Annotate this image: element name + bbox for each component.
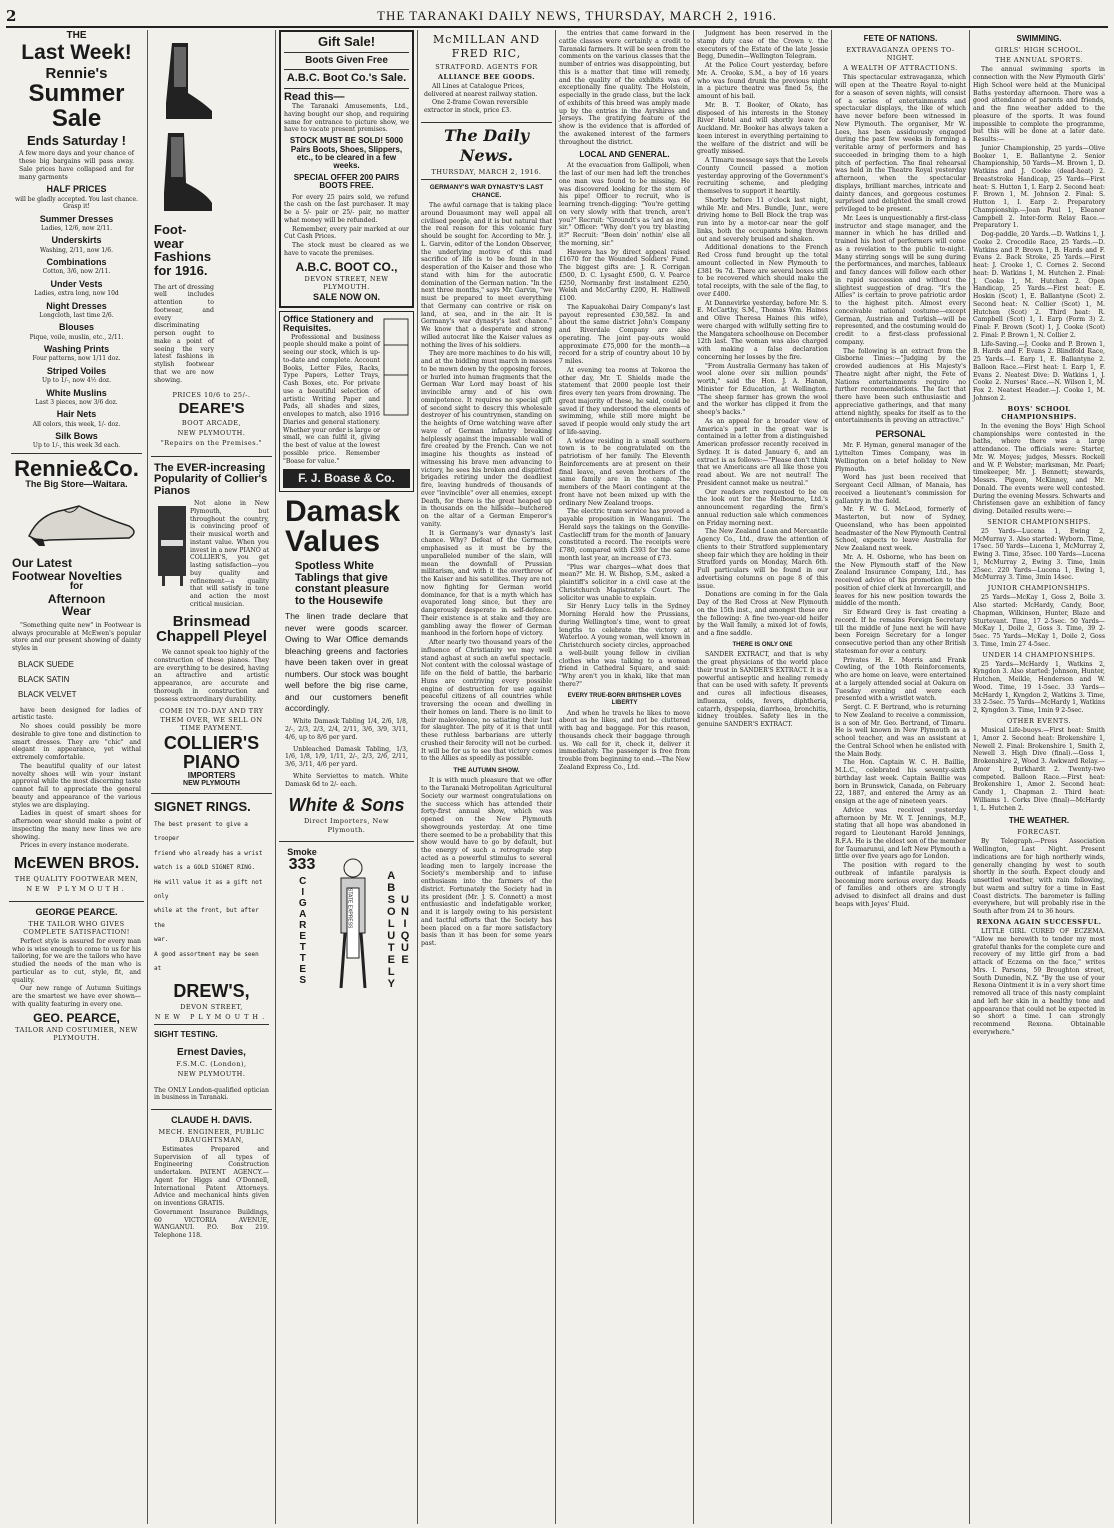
article-paragraph: They are more machines to do his will, and at the bidding must march in masses to be mown down by the opposing forces, or hurled into human fragments that the German War Lord may boast of his invincible army and of his own omnipotence. It requires no special gift of second sight to descry this wholesale destroyer of his countrymen, standing on the heights of Orne watching wave after wave of German infantry breaking helplessly against the impassable wall of fire created by the French. Can we not imagine his thoughts as instead of witnessing his brave men advancing to victory, he sees his broken and dispirited brigades retiring under the deadliest fire, leaving hundreds of thousands of ever "invincible" over all enemies, except Death, for there is the great heaped up in thousands on the hillside—butchered on the altar of a German Emperor's vanity. bbox=[421, 350, 552, 528]
store-name: COLLIER'S bbox=[163, 732, 260, 753]
article-paragraph: A Timaru message says that the Levels County Council passed a motion yesterday approving of the Government's recruiting scheme, and pledging themselves to support it heartily. bbox=[697, 157, 828, 195]
article-paragraph: As an appeal for a broader view of America's part in the great war is contained in a letter from a distinguished American professor recently received in Sydney. It is dated January 6, and an extract is as follows:—"Please don't think that we Americans are all like those you read about. We are not neutral! The President cannot make us neutral." bbox=[697, 417, 828, 487]
article-paragraph: Hawera has by direct appeal raised £1670 for the Wounded Soldiers' Fund. The biggest gifts are: J. R. Corrigan £500, D. C. Lysaght £500, G. V. Pearce £250, Normanby first instalment £250, Welsh and McCarthy £200, H. Halliwell £100. bbox=[559, 248, 690, 302]
ad-text: We cannot speak too highly of the construction of these pianos. They are everything to be desired, having an attractive and artistic appearance, are accurate and thorough in construction and possess extraordinary durability. bbox=[154, 649, 269, 703]
article-paragraph: Mr. A. H. Osborne, who has been on the New Plymouth staff of the New Zealand Insurance Company, Ltd., has received advice of his promotion to the position of chief clerk at Invercargill, and leaves for his new position towards the middle of the month. bbox=[835, 553, 966, 608]
rennie-advert bbox=[9, 30, 144, 490]
article-paragraph: It is Germany's war dynasty's last chance. Why? Defeat of the Germans, emphasised as it must be by the unparalleled number of the slain, will mean the downfall of Prussian militarism, and with it the overthrow of the Kaiser and his satellites. They are not now fighting for German world dominance, for that is a myth which has evaporated long since, but they are dangerously desperate in self-defence. Their existence is at stake and they are gambling away the flower of German manhood in the forlorn hope of victory. bbox=[421, 529, 552, 638]
ad-text: Prices in every instance moderate. bbox=[20, 842, 129, 850]
price-list bbox=[11, 184, 142, 450]
article-paragraph: Sir Henry Lucy tells in the Sydney Morning Herald how the Prussians, during Wellington's time, went to great lengths to celebrate the victory at Waterloo. A young woman, well known in Christchurch society circles, approached a well-built young fellow in civilian clothes who was talking to a woman friend in Cathedral Square, and said: "Why aren't you in khaki, like that man there?" bbox=[559, 603, 690, 688]
column-5 bbox=[556, 30, 694, 1524]
store-tag: "Repairs on the Premises." bbox=[160, 439, 263, 448]
store-name: F. J. Boase & Co. bbox=[283, 469, 410, 488]
article-paragraph: At evening tea rooms at Tokoroa the other day, Mr. T. Shields made the statement that 2000 people lost their fires every ten years from drowning. The great majority of these, he said, could be saved if they understood the elements of swimming, while still more might be saved if people would only study the art of life-saving. bbox=[559, 366, 690, 436]
drew-advert bbox=[151, 797, 272, 1106]
ad-text: The linen trade declare that never were goods scarcer. Owing to War Office demands bleaching greens and factories have been taken over in great numbers. Our stock was bought well before the big rise came, and our customers benefit accordingly. bbox=[285, 611, 408, 714]
ad-headline: for bbox=[69, 581, 84, 593]
ad-headline: Sale bbox=[51, 105, 102, 133]
ad-headline: Last Week! bbox=[21, 40, 132, 64]
article-paragraph: Sergt. C. F. Bertrand, who is returning to New Zealand to receive a commission, is a son of Mr. Geo. Bertrand, of Timaru. He is well known in New Plymouth as a school teacher, and was an assistant at the Central School when he enlisted with the Main Body. bbox=[835, 704, 966, 758]
article-paragraph: Advice was received yesterday afternoon by Mr. W. T. Jennings, M.P., stating that all hope was abandoned in regard to Lieutenant Harold Jennings, R.F.A. He is the eldest son of the member for Taumarunui, and left New Plymouth a little over five years ago for London. bbox=[835, 806, 966, 861]
store-tag: ALLIANCE BEE GOODS. bbox=[437, 72, 535, 81]
price-range: PRICES 10/6 to 25/-. bbox=[172, 391, 251, 400]
article-paragraph: After nearly two thousand years of the influence of Christianity we may well stand aghast at such an awful spectacle. Not content with the colossal wastage of life on the field of battle, the barbaric Huns are contriving every possible engine of destruction for use against peaceful citizens of all countries while traversing the ocean and dwelling in their homes on land. There is no limit to their malevolence, no satiating their lust for slaughter. The pity of it is that until these ruthless barbarians are utterly crushed their ferocity will not be curbed. It will be for us to see that victory comes to the Allies as speedily as possible. bbox=[421, 639, 552, 763]
sale-item-price: Ladies, 12/6, now 2/11. bbox=[41, 224, 112, 232]
article-paragraph: Mr. B. T. Booker, of Okato, has disposed of his interests in the Stoney River Hotel and will shortly leave for Auckland. Mr. Booker has always taken a keen interest in everything pertaining to the welfare of the district and will be greatly missed. bbox=[697, 101, 828, 156]
article-paragraph: Sir Edward Grey is fast creating a record. If he remains Foreign Secretary till the middle of June next he will have been Foreign Secretary for a longer consecutive period than any other British statesman for over a century. bbox=[835, 609, 966, 655]
brand-number: 333 bbox=[288, 856, 316, 874]
section-headline: LOCAL AND GENERAL. bbox=[579, 150, 670, 160]
article-paragraph: the entries that came forward in the cattle classes were certainly a credit to Taranaki farmers. It will be seen from the comments on the various classes that the number of entries was disappointing, but this is a matter that time will remedy, and the quality of the exhibits was of exceptionally fine quality. The Holstein, especially in the grade class, but the lack of exhibits of this breed was amply made up by the entries in the Ayrshires and Jerseys. The gratifying feature of the show is the evidence that is afforded of the awakened interest of the farmers throughout the district. bbox=[559, 30, 690, 146]
section-headline: FETE OF NATIONS. bbox=[863, 34, 938, 43]
ad-line: while at the front, but after the bbox=[154, 907, 259, 929]
ad-text: White Damask Tabling 1/4, 2/6, 1/8, 2/-, 2/3, 2/3, 2/4, 2/11, 3/6, 3/9, 3/11, 4/6, up to 8/6 per yard. bbox=[285, 718, 408, 741]
ad-headline: SIGNET RINGS. bbox=[154, 799, 251, 815]
piano-illustration bbox=[154, 500, 190, 590]
store-tag: The Big Store—Waitara. bbox=[25, 478, 128, 489]
column-6 bbox=[694, 30, 832, 1524]
collier-advert bbox=[151, 460, 272, 791]
article-paragraph: The New Zealand Loan and Mercantile Agency Co., Ltd., draw the attention of clients to their Stratford supplementary sheep fair which they are holding in their Stratford yards on Monday, March 6th. Full particulars will be found in our advertising columns on page 8 of this issue. bbox=[697, 528, 828, 590]
piano-brands: Brinsmead Chappell Pleyel bbox=[156, 612, 267, 646]
article-paragraph: Dog-paddle, 20 Yards.—D. Watkins 1, J. Cooke 2. Crocodile Race, 25 Yards.—D. Watkins and P. Brown 1, B. Hards and F. Evans 2. Back Stroke, 25 Yards.—First heat: J. Crooke 1, C. Cornes 2. Second heat: D. Watkins 1, M. Hutchen 2. Final: J. Cooke 1, M. Hutchen 2. Open Handicap, 25 Yards.—First heat: E. Hoskin (Scot) 1, E. Ballantyne (Scot) 2. Second heat: N. Collier (Scot) 1, M. Hutchen (Scot) 2. Third heat: R. Campbell (Scot) 1, I. Earp (Form 3) 2. Final: F. Brown (Scot) 1, J. Cooke (Scot) 2. Final: P. Brown 1, N. Collier 2. bbox=[973, 231, 1105, 339]
article-paragraph: Our readers are requested to be on the look out for the Melbourne, Ltd.'s announcement regarding the firm's annual reduction sale which commences on Friday morning next. bbox=[697, 488, 828, 527]
ad-headline: Spotless White Tablings that give constant pleasure to the Housewife bbox=[295, 560, 390, 607]
ad-text: The Taranaki Amusements, Ltd., having bought our shop, and requiring same for entrance to picture show, we have to vacate present premises. bbox=[284, 103, 409, 134]
store-tag: IMPORTERS bbox=[187, 770, 236, 780]
sale-item-price: Last 3 pieces, now 3/6 doz. bbox=[35, 398, 118, 406]
ad-headline: ABSOLUTELY UNIQUE bbox=[385, 869, 411, 990]
ad-headline: The EVER-increasing Popularity of Collier's Pianos bbox=[154, 461, 268, 497]
sale-item-price: Washing, 2/11, now 1/6. bbox=[40, 246, 113, 254]
article-paragraph: Shortly before 11 o'clock last night, while Mr. and Mrs. Bundle, Junr., were driving home to Bell Block the trap was run into by a motor-car near the golf links, both the occupants being thrown out and severely bruised and shaken. bbox=[697, 196, 828, 243]
sale-item-title: Combinations bbox=[46, 257, 107, 268]
ad-headline: Our Latest bbox=[12, 556, 73, 571]
damask-advert bbox=[279, 495, 414, 838]
sale-item-title: Under Vests bbox=[50, 278, 103, 289]
store-tag: MECH. ENGINEER, PUBLIC DRAUGHTSMAN, bbox=[158, 1127, 265, 1144]
article-headline: GERMANY'S WAR DYNASTY'S LAST CHANCE. bbox=[429, 183, 544, 199]
deare-advert bbox=[151, 30, 272, 453]
ad-text: White Serviettes to match. White Damask 6d to 2/- each. bbox=[285, 772, 408, 788]
ad-line: friend who already has a wrist bbox=[154, 849, 263, 857]
ad-line: watch is a GOLD SIGNET RING. bbox=[154, 864, 256, 872]
store-town: NEW PLYMOUTH. bbox=[26, 884, 127, 893]
column-8 bbox=[970, 30, 1108, 1524]
section-subheading: EXTRAVAGANZA OPENS TO-NIGHT. bbox=[846, 46, 955, 63]
store-tag: F.S.M.C. (London), bbox=[176, 1060, 247, 1069]
article-paragraph: The electric tram service has proved a payable proposition in Wanganui. The Herald says the takings on the Gonville-Castlecliff tram for the month of January constituted a record. The receipts were £780, compared with £393 for the same month last year, an increase of £73. bbox=[559, 508, 690, 562]
store-name: McMILLAN AND FRED RIC, bbox=[432, 33, 541, 60]
article-paragraph: Privates H. E. Morris and Frank Cowling, of the 10th Reinforcements, who are home on leave, were entertained at a largely attended social at Oakura on Tuesday evening and were each presented with a wristlet watch. bbox=[835, 656, 966, 703]
ad-text: "Something quite new" in Footwear is always procurable at McEwen's popular store and our present showing of dainty styles in bbox=[12, 621, 141, 653]
mcmillan-advert bbox=[421, 30, 552, 119]
ad-line: He will value it as a gift not only bbox=[154, 878, 263, 900]
sale-item-title: Hair Nets bbox=[56, 409, 97, 420]
sale-item-title: HALF PRICES bbox=[46, 184, 107, 195]
article-paragraph: 25 Yards—McHardy 1, Watkins 2, Kyngdon 3. Also started: Johnson, Hunter, Hutchen, Meikle, Henderson and W. Wood. Time, 19 1-5sec. 33 Yards—McHardy 1, Kyngdon 2, Watkins 3. Time, 33 2-5sec. 75 Yards—McHardy 1, Watkins 2, Kyngdon 3. Time, 1min 9 2-5sec. bbox=[973, 660, 1105, 715]
sale-item-price: will be gladly accepted. You last chance. Grasp it! bbox=[15, 195, 138, 211]
store-street: DEVON STREET, bbox=[180, 1003, 243, 1012]
store-tag: Direct Importers, New Plymouth. bbox=[303, 817, 390, 834]
article-paragraph: "Plus war charges—what does that mean?" Mr. H. W. Bishop, S.M., asked a plaintiff's solicitor in a civil case at the Christchurch Magistrate's Court. The solicitor was unable to explain. bbox=[559, 563, 690, 602]
article-paragraph: 25 Yards—Lucena 1, Ewing 2, McMurray 3. Also started: Wyborn. Time, 17sec. 50 Yards—Lucena 1, McMurray 2, Ewing 3. Time, 35sec. 100 Yards—Lucena 1, McMurray 2, Ewing 3. Time, 1min 25sec. 220 Yards—Lucena 1, Ewing 1, McMurray 3. Time, 3min 14sec. bbox=[973, 527, 1105, 582]
abc-boot-advert bbox=[279, 30, 414, 308]
store-name: White & Sons bbox=[288, 795, 405, 816]
ad-line: war. bbox=[154, 936, 169, 944]
ad-headline: SPECIAL OFFER 200 PAIRS BOOTS FREE. bbox=[293, 172, 400, 191]
column-7 bbox=[832, 30, 970, 1524]
article-paragraph: The Hon. Captain W. C. H. Baillie, M.L.C., celebrated his seventy-sixth birthday last week. Captain Baillie was born in Brunswick, Canada, on February 22, 1887, and entered the Army as an ensign at the age of nineteen years. bbox=[835, 759, 966, 806]
signature: GEO. PEARCE, bbox=[33, 1010, 120, 1025]
ad-headline: Damask Values bbox=[285, 495, 401, 559]
ad-headline: Footwear Novelties bbox=[12, 568, 123, 583]
shoe-options bbox=[18, 657, 135, 703]
ad-text: Professional and business people should make a point of seeing our stock, which is up-to-date and complete. Account Books, Letter Files, Racks, Type Papers, Letter Trays, Cash Boxes, etc. For private use a beautiful selection of artistic Writing Paper and Pads, all shades and sizes, envelopes to match, also 1916 Diaries and general stationery. Whether your order is large or small, we can fulfil it, giving the best of value at the lowest possible price. Remember "Boase for value." bbox=[283, 333, 380, 465]
store-town: NEW PLYMOUTH. bbox=[154, 1013, 269, 1022]
article-paragraph: At Dannevirke yesterday, before Mr. S. E. McCarthy, S.M., Thomas Wm. Haines and Olive Theresa Haines (his wife), were charged with wilfully setting fire to the Mangatera schoolhouse on December 12th last. The woman was also charged with making a false declaration concerning her losses by the fire. bbox=[697, 299, 828, 361]
store-name: CLAUDE H. DAVIS. bbox=[171, 1115, 252, 1126]
ad-label: THE bbox=[66, 30, 87, 41]
ad-headline: Ends Saturday ! bbox=[27, 132, 126, 148]
ad-text: A few more days and your chance of these big bargains will pass away. Sale prices have collapsed and for many garments bbox=[19, 150, 134, 181]
section-subheading: REXONA AGAIN SUCCESSFUL. bbox=[976, 917, 1102, 926]
section-subheading: THE ANNUAL SPORTS. bbox=[995, 56, 1083, 65]
section-headline: SWIMMING. bbox=[1016, 34, 1062, 43]
sale-item-price: Cotton, 3/6, now 2/11. bbox=[42, 268, 111, 276]
section-subheading: SENIOR CHAMPIONSHIPS. bbox=[987, 517, 1091, 526]
article-paragraph: Mr. Lees is unquestionably a first-class instructor and stage manager, and the manner in which he has drilled and trained his host of performers will come as a revelation to the public to-night. Many stirring songs will be sung during the performances, and marches, tableaux and fancy dances will follow each other in rapid succession and without the slightest suggestion of drag. "It's the Allies" is certain to prove patriotic ardor to the highest pitch. Almost every conceivable national costume—except German, Austrian and Turkish—will be represented, and the costuming would do credit to a first-class professional company. bbox=[835, 214, 966, 346]
ad-text: The art of dressing well includes attention to footwear, and every discriminating person ought to make a point of seeing the very latest fashions in stylish footwear that we are now showing. bbox=[154, 283, 214, 384]
ad-text: Our new range of Autumn Suitings are the smartest we have ever shown—with quality featuring in every one. bbox=[12, 985, 141, 1008]
ad-line: The best present to give a trooper bbox=[154, 820, 248, 843]
newspaper-name: The Daily News. bbox=[444, 125, 529, 165]
ad-text: The ONLY London-qualified optician in business in Taranaki. bbox=[154, 1086, 269, 1102]
ad-headline: Wear bbox=[61, 604, 92, 619]
ad-text: have been designed for ladies of artistic taste. bbox=[12, 706, 141, 722]
article-paragraph: At the Police Court yesterday, before Mr. A. Crooke, S.M., a boy of 16 years who was found drunk the previous night in a picture theatre was fined 5s, the amount of his bail. bbox=[697, 62, 828, 100]
ad-text: No shoes could possibly be more desirable to give tone and distinction to smart dresses. They are "chic" and elegant in appearance, yet withal extremely comfortable. bbox=[12, 723, 141, 762]
ad-text: Remember, every pair marked at our Cut Cash Prices. bbox=[284, 225, 409, 241]
store-town: NEW PLYMOUTH. bbox=[177, 1070, 246, 1079]
article-paragraph: In the evening the Boys' High School championships were contested in the baths, where there was a large attendance. The officials were: Starter, Mr. W. Moyes; judges, Messrs. Rockell and W. P. Webster; marksman, Mr. Pearl; timekeeper, Mr. J. Bennett; stewards, Messrs. Pigeon, McKinney, and Mr. Donald. The events were well contested. During the evening Messrs. Schwarts and Christensen gave an exhibition of fancy diving. Detailed results were:— bbox=[973, 422, 1105, 515]
ad-headline: SIGHT TESTING. bbox=[154, 1030, 218, 1040]
article-paragraph: Additional donations to the French Red Cross fund brought up the total amount collected in New Plymouth to £381 9s 7d. There are several boxes still to be recovered which should make the total receipts, with the sale of the flag, to over £400. bbox=[697, 244, 828, 298]
ad-text: The beautiful quality of our latest novelty shoes will win your instant approval while the most discerning taste cannot fail to appreciate the general beauty and appearance of the various styles we are displaying. bbox=[12, 762, 141, 809]
article-paragraph: Judgment has been reserved in the stamp duty case of the Crown v. the executors of the Estate of the late Jessie Begg, Dunedin—Wellington Telegram. bbox=[697, 30, 828, 61]
boase-advert bbox=[279, 311, 414, 492]
ad-text: Perfect style is assured for every man who is wise enough to come to us for his tailoring, for we are the tailors who have studied the needs of the man who is particular as to cut, style, fit, and quality. bbox=[12, 937, 141, 984]
article-paragraph: LITTLE GIRL CURED OF ECZEMA. "Allow me herewith to tender my most grateful thanks for the complete cure and recovery of my little girl from a bad attack of Eczema on the face," writes Mrs. I. Parsons, 59 Broughton street, South Dunedin, N.Z. "By the use of your Rexona Ointment it is in a very short time removed all trace of this nasty complaint and left her skin in a healthy tone and appearance that could not be expected in so short a time. I can strongly recommend Rexona. Obtainable everywhere." bbox=[973, 928, 1105, 1036]
ad-headline: A.B.C. Boot Co.'s Sale. bbox=[286, 72, 407, 85]
column-3 bbox=[276, 30, 418, 1524]
article-paragraph: It is with much pleasure that we offer to the Taranaki Metropolitan Agricultural Society our warmest congratulations on the success which has attended their forty-first annual show, which was opened on the New Plymouth showgrounds yesterday. At one time there seemed to be a probability that this show would have to go by default, but the energy of such a retrograde step acted as a powerful stimulus to several leading men to largely increase the Society's membership and to infuse enthusiasm into the farmers of the district. Fortunately the Society had in its president (Mr. J. S. Connett) a most enthusiastic and indefatigable worker, and it is largely owing to his persistent and tactful efforts that the Society has been placed on a far more satisfactory basis than it has been for some years past. bbox=[421, 777, 552, 947]
ad-headline: Afternoon bbox=[47, 591, 106, 606]
sale-item-title: Blouses bbox=[58, 322, 94, 333]
sale-item-price: All colors, this week, 1/- doz. bbox=[32, 420, 121, 428]
sale-item-price: Ladies, extra long, now 10d bbox=[34, 290, 119, 298]
section-subheading: GIRLS' HIGH SCHOOL. bbox=[994, 46, 1084, 54]
store-sub: BOOT ARCADE, bbox=[181, 419, 242, 428]
mcewen-advert bbox=[9, 554, 144, 898]
store-name: PIANO bbox=[182, 751, 240, 772]
sale-item-title: Underskirts bbox=[51, 235, 102, 246]
store-name: DEARE'S bbox=[178, 400, 245, 418]
store-tag: THE TAILOR WHO GIVES COMPLETE SATISFACTION! bbox=[23, 919, 130, 936]
ad-line: at bbox=[154, 964, 162, 972]
section-subheading: UNDER 14 CHAMPIONSHIPS. bbox=[982, 650, 1096, 659]
pearce-advert bbox=[9, 905, 144, 1047]
sale-item-title: Summer Dresses bbox=[39, 213, 114, 224]
brand-label: STATE EXPRESS bbox=[346, 887, 353, 929]
section-subheading: A WEALTH OF ATTRACTIONS. bbox=[843, 64, 958, 73]
article-paragraph: Donations are coming in for the Gala Day of the Red Cross at New Plymouth on the 15th inst., and amongst these are the following: A fine two-year-old heifer by the Wall family, a mixed lot of fowls, and a fine saddle. bbox=[697, 591, 828, 637]
article-headline: THE AUTUMN SHOW. bbox=[453, 767, 520, 775]
sale-item-price: Up to 1/-, now 4½ doz. bbox=[42, 377, 111, 385]
sale-item-price: Four patterns, now 1/11 doz. bbox=[32, 355, 121, 363]
ad-text: For every 25 pairs sold, we refund the cash on the last purchaser. It may be a 5/- pair or 25/- pair, no matter what money will be refunded. bbox=[284, 193, 409, 224]
article-paragraph: By Telegraph.—Press Association Wellington, Last Night. Present indications are for high northerly winds, generally changing by west to south shortly in the south. Expect cloudy and unsettled weather, with rain following, but warm and sultry for a time in East Coast districts. The barometer is falling everywhere, but will probably rise in the South after from 24 to 36 hours. bbox=[973, 838, 1105, 916]
ad-line: A good assortment may be seen bbox=[154, 950, 259, 958]
ad-headline: SALE NOW ON. bbox=[313, 292, 380, 303]
article-paragraph: And when he travels he likes to move about as he likes, and not be cluttered with bag and baggage. For this reason, thousands check their baggage through us. We call for it, check it, deliver it immediately. The passenger is free from trouble from beginning to end.—The New Zealand Express Co., Ltd. bbox=[559, 709, 691, 771]
column-4 bbox=[418, 30, 556, 1524]
ad-text: Estimates Prepared and Supervision of all types of Engineering Construction undertaken. PATENT AGENCY.—Agent for Higgs and O'Donnell, International Patent Attorneys. Advice and mechanical hints given on inventions GRATIS. bbox=[154, 1145, 269, 1207]
store-name: GEORGE PEARCE. bbox=[35, 907, 118, 918]
section-subheading: OTHER EVENTS. bbox=[1006, 716, 1072, 725]
ad-brand: Rennie's bbox=[45, 64, 108, 82]
article-paragraph: The following is an extract from the Gisborne Times:—"Judging by the crowded audiences at His Majesty's Theatre night after night, the Fete of Nations entertainments require no further recommendations. The fact that there have been such enthusiastic and appreciative gatherings, and that many attend nightly, speaks for itself as to the entertainments in proving an attractive." bbox=[835, 347, 966, 425]
store-name: Rennie&Co. bbox=[14, 455, 139, 481]
section-subheading: BOYS' SCHOOL CHAMPIONSHIPS. bbox=[1001, 404, 1077, 421]
sale-item-title: Silk Bows bbox=[55, 431, 98, 442]
store-town: NEW PLYMOUTH. bbox=[177, 429, 246, 438]
ad-text: COME IN TO-DAY AND TRY THEM OVER, WE SELL ON TIME PAYMENT. bbox=[159, 707, 264, 732]
soldier-illustration bbox=[323, 848, 383, 998]
office-furniture-illustration bbox=[380, 315, 410, 425]
section-headline: THE WEATHER. bbox=[1008, 816, 1070, 826]
store-name: A.B.C. BOOT CO., bbox=[295, 259, 398, 274]
article-paragraph: SANDER EXTRACT, and that is why the great physicians of the world place their trust in SANDER'S EXTRACT. It is a powerful antiseptic and healing remedy that can be used with safety. It prevents and cures all infectious diseases, influenza, colds, fevers, diphtheria, catarrh, dyspepsia, diarrhoea, bronchitis, kidney troubles. Safety lies in the genuine SANDER'S EXTRACT. bbox=[697, 651, 828, 728]
store-address: Government Insurance Buildings, 60 VICTORIA AVENUE, WANGANUI. P.O. Box 219. Telephone 118. bbox=[154, 1208, 269, 1239]
ad-text: The stock must be cleared as we have to vacate the premises. bbox=[284, 242, 409, 257]
article-paragraph: The Kapuakohai Dairy Company's last payout represented £30,582. In and about the same district John's Company and Riverdale Company are also operating. The joint pay-outs would approximate £75,000 for the month—a record for a strip of country about 10 by 7 miles. bbox=[559, 303, 690, 365]
page-number: 2 bbox=[6, 6, 18, 25]
store-name: McEWEN BROS. bbox=[13, 855, 140, 873]
store-town: TAILOR AND COSTUMIER, NEW PLYMOUTH. bbox=[15, 1026, 138, 1043]
article-paragraph: Mr. F. Hyman, general manager of the Lyttelton Times Company, was in Wellington on a brief holiday to New Plymouth. bbox=[835, 442, 966, 473]
article-paragraph: The position with regard to the outbreak of infantile paralysis is becoming more serious every day. Heads of families and others are strongly advised to disinfect all drains and dust heaps with Jeyes' Fluid. bbox=[835, 862, 966, 908]
ad-headline: Boots Given Free bbox=[305, 54, 388, 66]
store-name: Ernest Davies, bbox=[177, 1046, 246, 1058]
article-paragraph: 25 Yards—McKay 1, Goss 2, Boile 3. Also started: McHardy, Candy, Boor, Chapman, Wilkinson, Hunter, Blaze and Sturtevant. Time, 17 2-5sec. 50 Yards—McKay 1, Doile 2, Goss 3. Time, 39 2-5sec. 75 Yards—McKay 1, Doile 2, Goss 3. Time, 1min 27 4-5sec. bbox=[973, 594, 1105, 648]
store-name: DREW'S, bbox=[173, 981, 250, 1002]
sale-item-price: Pique, voile, muslin, etc., 2/11. bbox=[29, 333, 124, 341]
article-paragraph: The awful carnage that is taking place around Douaumont may well appal all civilised people, and it is but natural that the real reason for this volcanic fury should be sought for. According to Mr. J. L. Garvin, editor of the London Observer, the underlying motive of this mad sacrifice of life is to be found in the desperation of the Kaiser and those who stand with him for the autocratic domination of the German nation. "In the next three months," says Mr. Garvin, "we must be prepared to meet everything that Germany can contrive or risk on land, at sea, and in the air. It is Germany's war dynasty's last chance." We know that a desperate and strong willed autocrat like the Kaiser values as nothing the lives of his soldiers. bbox=[421, 202, 552, 349]
masthead bbox=[6, 6, 1108, 28]
cigarette-advert bbox=[279, 845, 414, 1015]
ad-text: Not alone in New Plymouth, but throughout the country, is convincing proof of their musical worth and instant value. When you invest in a new PIANO at COLLIER'S, you get lasting satisfaction—you buy quality and refinement—a quality that will satisfy in tone and action the most critical musician. bbox=[190, 500, 269, 608]
store-town: NEW PLYMOUTH bbox=[183, 780, 240, 787]
article-paragraph: This spectacular extravaganza, which will open at the Theatre Royal to-night for a season of seven nights, will consist of a series of entertainments and spectacular displays, the like of which have never before been witnessed in New Plymouth. The organiser, Mr W. Lees, has been assiduously engaged during the past few weeks in forming a veritable army of performers and has succeeded in bringing them to a high pitch of perfection. The final rehearsal was held in the Theatre Royal yesterday afternoon, when the spectacular displays, brilliant marches, intricate and dainty dances, and gorgeous costumes surprised and delighted the small crowd privileged to be present. bbox=[835, 74, 966, 214]
ad-headline: Smoke bbox=[287, 846, 317, 857]
edition-date: THURSDAY, MARCH 2, 1916. bbox=[431, 167, 542, 176]
article-paragraph: Word has just been received that Sergeant Cecil Allman, of Manaia, has received a lieutenant's commission for gallantry in the field. bbox=[835, 474, 966, 505]
sale-item-price: Up to 1/-, this week 3d each. bbox=[32, 442, 121, 450]
ad-headline: STOCK MUST BE SOLD! 5000 Pairs Boots, Shoes, Slippers, etc., to be cleared in a few weeks. bbox=[289, 136, 404, 171]
store-street: DEVON STREET, NEW PLYMOUTH. bbox=[304, 275, 389, 292]
article-paragraph: At the evacuation from Gallipoli, when the last of our men had left the trenches one man was found to be missing. He was discovered looking for the stem of his pipe! Officer to recruit, who is learning trench-digging: "You're getting on very slowly with that trench, aren't you?" Recruit: "Groundt's as 'ard as iron, sir." Officer: "Why don't you try blasting it?" Recruit: "Been doin' nothin' else all the morning, sir." bbox=[559, 162, 690, 247]
column-2 bbox=[148, 30, 276, 1524]
ad-headline: Office Stationery and Requisites. bbox=[283, 313, 374, 334]
masthead-title: THE TARANAKI DAILY NEWS, THURSDAY, MARCH 2, 1916. bbox=[377, 7, 777, 23]
article-paragraph: The annual swimming sports in connection with the New Plymouth Girls' High School were held at the Municipal Baths yesterday afternoon. There was a good attendance of parents and friends, and the fine weather added to the pleasure of the sports. It was found impossible to complete the programme, but this will be done at a later date. Results:— bbox=[973, 66, 1105, 143]
article-paragraph: A widow residing in a small southern town is to be congratulated on the patriotism of her family. The Eleventh Reinforcements are at present on their final leave, and seven brothers of the same family are in the camp. The members of the Maori contingent at the front have not been mixed up with the ordinary New Zealand troops. bbox=[559, 437, 690, 507]
store-town: STRATFORD. AGENTS FOR bbox=[435, 62, 538, 71]
section-subheading: JUNIOR CHAMPIONSHIPS. bbox=[987, 584, 1091, 593]
ad-text: One 2-frame Cowan reversible extractor in stock, price £3. bbox=[424, 99, 529, 114]
shoe-option: BLACK SUEDE bbox=[18, 659, 75, 669]
article-paragraph: "From Australia Germany has taken of wool alone over six million pounds' worth," said the Hon. J. A. Hanan, Minister for Education, at Wellington. "The sheep farmer has grown the wool and the worker has clipped it from the sheep's backs." bbox=[697, 362, 828, 416]
article-paragraph: Life-Saving.—J. Cooke and P. Brown 1, B. Hards and F. Evans 2. Blindfold Race, 25 Yards.—I. Earp 1, E. Ballantyne 2. Balloon Race.—First heat: I. Earp 1, F. Evans 2. Neatest Dive: D. Watkins 1, J. Cooke 2. Nurses' Race.—N. Wilson 1, M. Fox 2. Neatest Header.—J. Cooke 1, M. Johnson 2. bbox=[973, 340, 1105, 402]
boots-illustration bbox=[154, 33, 216, 223]
shoe-option: BLACK VELVET bbox=[18, 690, 77, 700]
ad-text: All Lines at Catalogue Prices, delivered at nearest railway station. bbox=[424, 82, 538, 98]
notice-headline: EVERY TRUE-BORN BRITISHER LOVES LIBERTY bbox=[567, 692, 682, 706]
shoe-illustration bbox=[9, 496, 145, 548]
article-paragraph: Musical Life-buoys.—First heat: Smith 1, Amor 2. Second heat: Brokenshire 1, Newell 2. Final: Brokenshire 1, Smith 2, Newell 3. High Dive (final).—Goss 1, Brokenshire 2, Wood 3. Awkward Relay.—Amor 1, Burkhardt 2. Twenty-two competed. Balloon Race.—First heat: Brokenshire 1, Amor 2. Second heat: Candy 1, Chapman 2. Third heat: Williams 1. Corks Dive (final)—McHardy 1, L. Hutchen 2. bbox=[973, 727, 1105, 812]
shoe-option: BLACK SATIN bbox=[18, 675, 70, 685]
sale-item-title: Striped Voiles bbox=[46, 365, 107, 376]
article-paragraph: Mr. F. W. G. McLeod, formerly of Masterton, but now of Sydney, Queensland, who has been appointed headmaster of the New Plymouth Central School, expects to leave Australia for New Zealand next week. bbox=[835, 506, 966, 553]
sale-item-title: Night Dresses bbox=[46, 300, 107, 311]
store-tag: THE QUALITY FOOTWEAR MEN, bbox=[14, 874, 139, 883]
ad-text: Ladies in quest of smart shoes for afternoon wear should make a point of inspecting the many new lines we are showing. bbox=[12, 810, 141, 841]
ad-headline: Summer bbox=[28, 80, 125, 108]
davis-advert bbox=[151, 1113, 272, 1244]
section-headline: PERSONAL bbox=[875, 429, 926, 440]
column-1 bbox=[6, 30, 148, 1524]
ad-headline: CIGARETTES bbox=[297, 875, 309, 986]
sale-item-price: Longcloth, last time 2/6. bbox=[39, 311, 114, 319]
ad-headline: Read this— bbox=[284, 90, 345, 103]
ad-text: Unbleached Damask Tabling, 1/3, 1/6, 1/8, 1/9, 1/11, 2/-, 2/3, 2/6, 2/11, 3/6, 3/11, 4/6 per yard. bbox=[285, 745, 408, 769]
article-paragraph: Junior Championship, 25 yards—Olive Booker 1, E. Ballantyne 2. Senior Championship, 50 Yards—M. Brown 1, D. Watkins and J. Cooke (dead-heat) 2. Breaststroke Handicap, 25 Yards—First heat: S. Hutton 1, I. Earp 2. Second heat: F. Brown 1, M. Johnson 2. Final: S. Hutton 1, I. Earp 2. Preparatory Championship.—Joan Paul 1, Eleanor Campbell 2. Inter-form Relay Race.—Preparatory 1. bbox=[973, 144, 1105, 230]
ad-headline: Foot-wear Fashions for 1916. bbox=[154, 222, 212, 278]
section-subheading: FORECAST. bbox=[1017, 828, 1061, 837]
sale-item-title: White Muslins bbox=[46, 387, 107, 398]
ad-headline: Gift Sale! bbox=[317, 34, 376, 49]
sale-item-title: Washing Prints bbox=[43, 344, 110, 355]
notice-headline: THERE IS ONLY ONE bbox=[732, 641, 793, 648]
